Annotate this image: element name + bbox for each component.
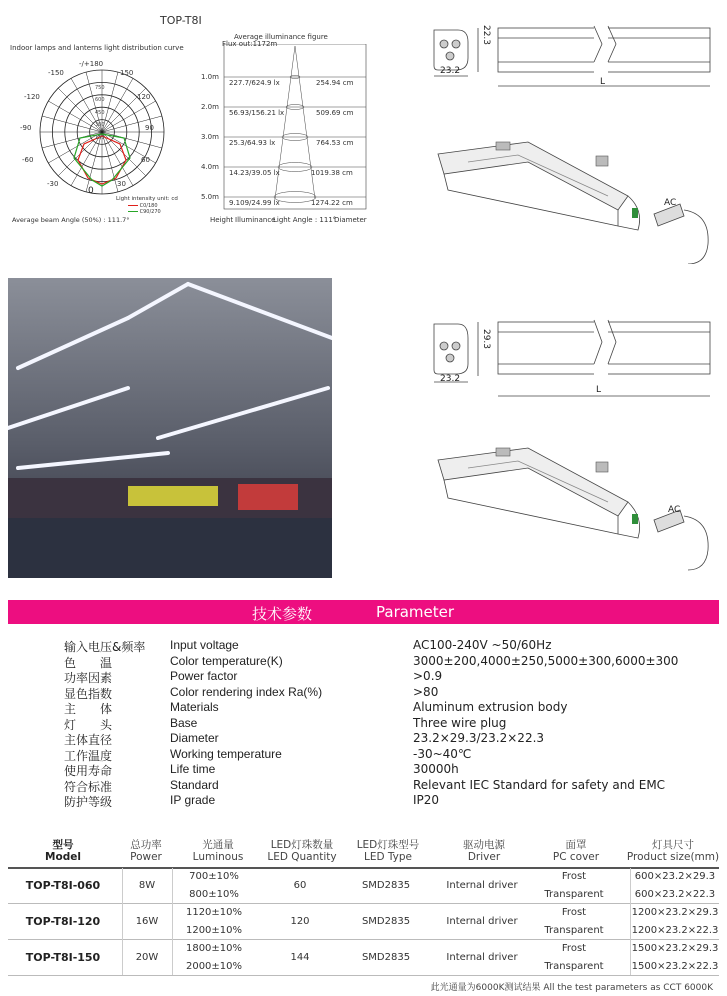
col-led-quantity: LED灯珠数量 LED Quantity bbox=[267, 839, 337, 863]
size-cell: 1200×23.2×22.3 bbox=[631, 925, 719, 936]
col-luminous: 光通量 Luminous bbox=[192, 839, 244, 863]
cover-cell: Frost bbox=[561, 871, 587, 882]
luminous-cell: 1800±10% bbox=[185, 943, 243, 954]
param-row: 输入电压&频率 Input voltage AC100-240V ~50/60Hz bbox=[64, 638, 552, 654]
cover-cell: Frost bbox=[561, 907, 587, 918]
angle-label-120: 120 bbox=[137, 93, 151, 101]
param-row: 显色指数 Color rendering index Ra(%) >80 bbox=[64, 684, 439, 701]
drawing1-ac-label: AC bbox=[664, 198, 677, 208]
installation-photo bbox=[8, 278, 332, 578]
param-row: 功率因素 Power factor >0.9 bbox=[64, 669, 443, 685]
diam-5m: 1274.22 cm bbox=[311, 199, 353, 207]
installation-photo-image bbox=[8, 278, 332, 578]
angle-label-60: 60 bbox=[141, 156, 150, 164]
col-product-size: 灯具尺寸 Product size(mm) bbox=[626, 839, 720, 863]
fig-footer-height: Height bbox=[210, 216, 234, 224]
height-5m: 5.0m bbox=[201, 193, 219, 201]
table-top-rule bbox=[8, 867, 719, 869]
col-power: 总功率 Power bbox=[130, 839, 162, 863]
driver-cell: Internal driver bbox=[446, 880, 518, 891]
col-led-type: LED灯珠型号 LED Type bbox=[356, 839, 420, 863]
param-row: 防护等级 IP grade IP20 bbox=[64, 793, 440, 809]
model-cell: TOP-T8I-120 bbox=[25, 915, 101, 928]
angle-label-180: -/+180 bbox=[79, 60, 104, 68]
angle-label-n30: -30 bbox=[47, 180, 59, 188]
polar-distribution-chart bbox=[10, 56, 210, 221]
luminous-cell: 800±10% bbox=[189, 889, 239, 900]
parameter-list bbox=[0, 638, 727, 813]
cover-cell: Frost bbox=[561, 943, 587, 954]
distribution-curve-title: Indoor lamps and lanterns light distribution curve bbox=[10, 44, 184, 52]
angle-label-90: 90 bbox=[145, 124, 154, 132]
height-4m: 4.0m bbox=[201, 163, 219, 171]
col-model: 型号 Model bbox=[45, 839, 81, 863]
angle-label-0: 0 bbox=[88, 186, 94, 196]
illum-2m: 56.93/156.21 lx bbox=[229, 109, 285, 117]
column-divider bbox=[122, 868, 123, 975]
luminous-cell: 1120±10% bbox=[185, 907, 243, 918]
spec-table-header bbox=[8, 839, 719, 875]
drawing1-length-dim: L bbox=[600, 77, 606, 87]
power-cell: 8W bbox=[138, 880, 156, 891]
fig-footer-illuminance: Illuminance bbox=[235, 216, 276, 224]
drawing2-ac-label: AC bbox=[668, 505, 681, 515]
intensity-unit-label: Light intensity unit: cd bbox=[116, 196, 178, 202]
diam-1m: 254.94 cm bbox=[316, 79, 354, 87]
illuminance-cone-chart bbox=[220, 44, 370, 214]
angle-label-n90: -90 bbox=[20, 124, 32, 132]
param-row: 主 体 Materials Aluminum extrusion body bbox=[64, 700, 568, 716]
table-row-divider bbox=[8, 903, 719, 904]
table-row-divider bbox=[8, 939, 719, 940]
cover-cell: Transparent bbox=[544, 889, 604, 900]
angle-label-30: 30 bbox=[117, 180, 126, 188]
illum-4m: 14.23/39.05 lx bbox=[229, 169, 280, 177]
size-cell: 600×23.2×29.3 bbox=[634, 871, 716, 882]
fig-footer-diameter: Diameter bbox=[334, 216, 367, 224]
driver-cell: Internal driver bbox=[446, 916, 518, 927]
table-bottom-rule bbox=[8, 975, 719, 976]
drawing2-length-dim: L bbox=[596, 385, 602, 395]
technical-drawing-1 bbox=[428, 14, 724, 264]
param-row: 主体直径 Diameter 23.2×29.3/23.2×22.3 bbox=[64, 731, 545, 747]
parameter-header-band bbox=[8, 600, 719, 624]
param-row: 色 温 Color temperature(K) 3000±200,4000±250,5000±300,6000±300 bbox=[64, 653, 679, 670]
angle-label-n150: -150 bbox=[48, 69, 64, 77]
flux-label: Flux out:1172m bbox=[222, 40, 278, 48]
angle-label-n60: -60 bbox=[22, 156, 34, 164]
luminous-cell: 1200±10% bbox=[185, 925, 243, 936]
cover-cell: Transparent bbox=[544, 961, 604, 972]
model-cell: TOP-T8I-060 bbox=[25, 879, 101, 892]
drawing1-width-dim: 23.2 bbox=[440, 66, 461, 76]
parameter-title-cn: 技术参数 bbox=[252, 605, 313, 623]
height-3m: 3.0m bbox=[201, 133, 219, 141]
illum-1m: 227.7/624.9 lx bbox=[229, 79, 280, 87]
size-cell: 1500×23.2×22.3 bbox=[631, 961, 719, 972]
fig-footer-angle: Light Angle : 111° bbox=[273, 216, 337, 224]
size-cell: 600×23.2×22.3 bbox=[634, 889, 716, 900]
size-cell: 1200×23.2×29.3 bbox=[631, 907, 719, 918]
quantity-cell: 144 bbox=[290, 952, 310, 963]
column-divider bbox=[172, 868, 173, 975]
drawing2-width-dim: 23.2 bbox=[440, 374, 461, 384]
legend-c90: C90/270 bbox=[128, 209, 161, 215]
column-divider bbox=[630, 868, 631, 975]
power-cell: 20W bbox=[135, 952, 159, 963]
col-pc-cover: 面罩 PC cover bbox=[552, 839, 600, 863]
luminous-cell: 2000±10% bbox=[185, 961, 243, 972]
quantity-cell: 120 bbox=[290, 916, 310, 927]
led-type-cell: SMD2835 bbox=[361, 952, 411, 963]
cover-cell: Transparent bbox=[544, 925, 604, 936]
test-footnote: 此光通量为6000K测试结果 All the test parameters as CCT 6000K bbox=[430, 983, 713, 993]
param-row: 使用寿命 Life time 30000h bbox=[64, 762, 459, 778]
radial-scale: 750 600 450 300 150 bbox=[95, 85, 105, 141]
angle-label-n120: -120 bbox=[24, 93, 40, 101]
legend-c0-swatch bbox=[128, 205, 138, 206]
illum-3m: 25.3/64.93 lx bbox=[229, 139, 276, 147]
param-row: 符合标准 Standard Relevant IEC Standard for safety and EMC bbox=[64, 777, 666, 794]
diam-4m: 1019.38 cm bbox=[311, 169, 353, 177]
beam-angle-note: Average beam Angle (50%) : 111.7° bbox=[12, 216, 130, 224]
product-code-heading: TOP-T8I bbox=[160, 14, 202, 27]
height-2m: 2.0m bbox=[201, 103, 219, 111]
quantity-cell: 60 bbox=[293, 880, 307, 891]
technical-drawing-2 bbox=[428, 314, 724, 584]
angle-label-150: 150 bbox=[120, 69, 134, 77]
model-cell: TOP-T8I-150 bbox=[25, 951, 101, 964]
param-row: 灯 头 Base Three wire plug bbox=[64, 715, 507, 732]
legend-c0: C0/180 bbox=[128, 203, 158, 209]
power-cell: 16W bbox=[135, 916, 159, 927]
illuminance-figure-title: Average illuminance figure bbox=[234, 33, 328, 41]
legend-c90-swatch bbox=[128, 211, 138, 212]
parameter-title-en: Parameter bbox=[376, 603, 455, 621]
illum-5m: 9.109/24.99 lx bbox=[229, 199, 280, 207]
param-row: 工作温度 Working temperature -30~40℃ bbox=[64, 746, 472, 763]
diam-2m: 509.69 cm bbox=[316, 109, 354, 117]
led-type-cell: SMD2835 bbox=[361, 880, 411, 891]
led-type-cell: SMD2835 bbox=[361, 916, 411, 927]
luminous-cell: 700±10% bbox=[189, 871, 239, 882]
height-1m: 1.0m bbox=[201, 73, 219, 81]
col-driver: 驱动电源 Driver bbox=[463, 839, 505, 863]
size-cell: 1500×23.2×29.3 bbox=[631, 943, 719, 954]
driver-cell: Internal driver bbox=[446, 952, 518, 963]
diam-3m: 764.53 cm bbox=[316, 139, 354, 147]
drawing1-height-dim: 22.3 bbox=[481, 24, 492, 46]
drawing2-height-dim: 29.3 bbox=[481, 328, 492, 350]
